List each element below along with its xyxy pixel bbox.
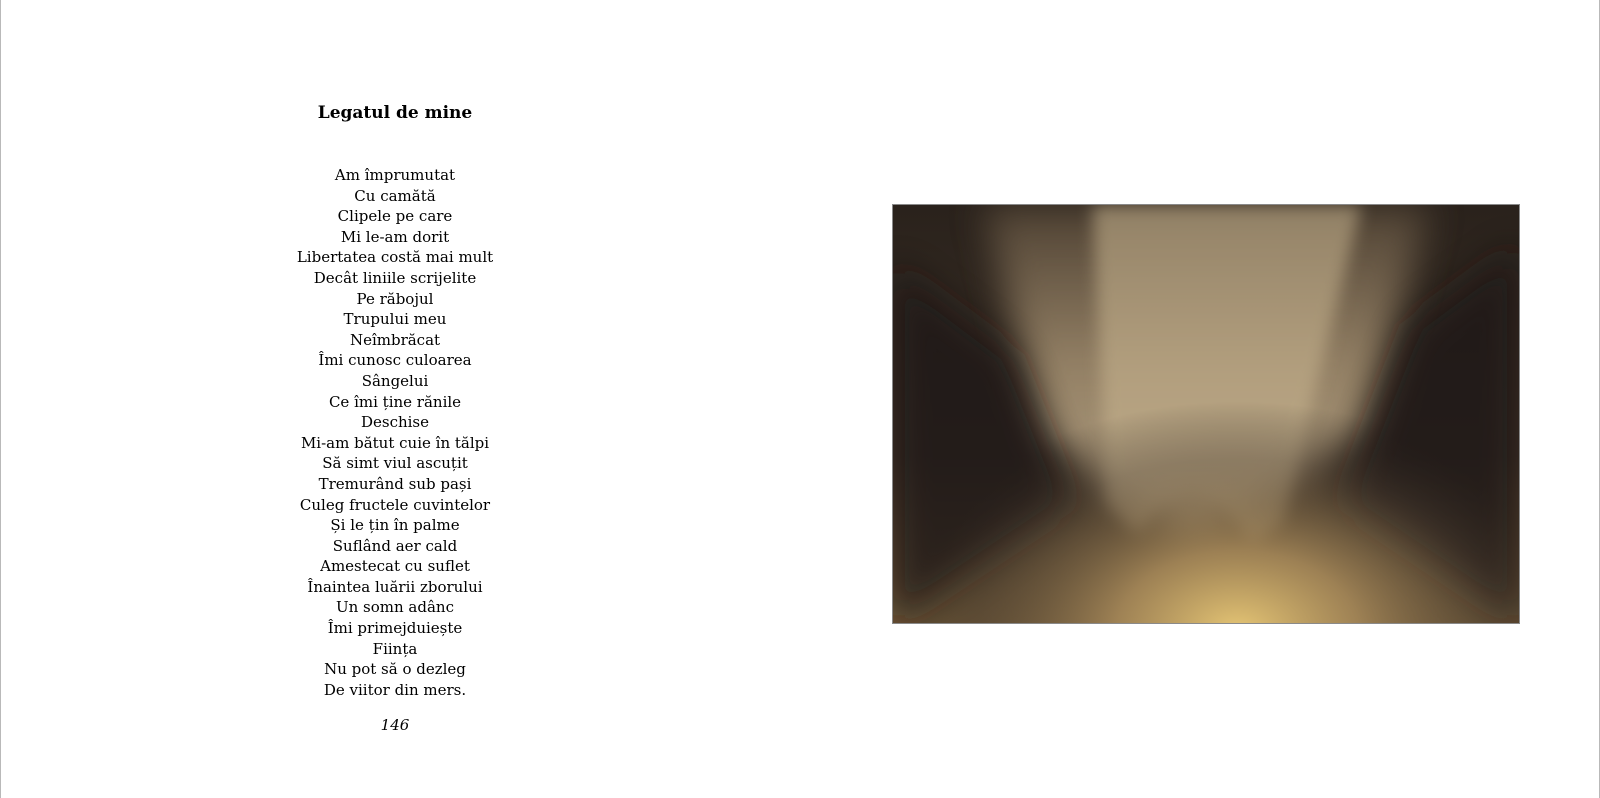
poem-line: Clipele pe care (337, 207, 453, 226)
poem-line: Trupului meu (343, 310, 447, 329)
abstract-light-photo (892, 204, 1520, 624)
photo-image (893, 205, 1519, 623)
poem-line: Să simt viul ascuțit (322, 454, 468, 473)
poem-line: Decât liniile scrijelite (313, 268, 477, 287)
poem-line: Culeg fructele cuvintelor (299, 495, 491, 514)
poem-title: Legatul de mine (317, 103, 473, 123)
poem-line: Nu pot să o dezleg (324, 660, 466, 679)
poem-line: Un somn adânc (335, 598, 454, 617)
poem-line: Tremurând sub pași (318, 474, 472, 493)
poem-line: Cu camătă (354, 186, 436, 205)
poem-line: Deschise (360, 413, 430, 432)
page-number: 146 (380, 716, 410, 734)
poem-line: Îmi cunosc culoarea (318, 351, 472, 370)
poem-line: Mi le-am dorit (340, 227, 450, 246)
poem-line: Libertatea costă mai mult (296, 248, 494, 267)
poem-line: Suflând aer cald (332, 536, 458, 555)
poem-line: Ființa (372, 639, 418, 658)
poem-line: De viitor din mers. (323, 680, 467, 699)
poem-line: Mi-am bătut cuie în tălpi (300, 433, 490, 452)
poem-line: Înaintea luării zborului (307, 577, 483, 596)
poem-line: Sângelui (361, 371, 429, 390)
poem-line: Ce îmi ține rănile (328, 392, 462, 411)
left-page (1, 0, 791, 798)
poem-body (195, 165, 595, 700)
poem-line: Și le țin în palme (330, 516, 460, 535)
poem-line: Amestecat cu suflet (320, 557, 470, 576)
poem-line: Îmi primejduiește (327, 619, 463, 638)
poem-line: Neîmbrăcat (349, 330, 441, 349)
right-page (791, 0, 1599, 798)
poem-line: Am împrumutat (334, 166, 456, 184)
poem-line: Pe răbojul (356, 289, 434, 308)
